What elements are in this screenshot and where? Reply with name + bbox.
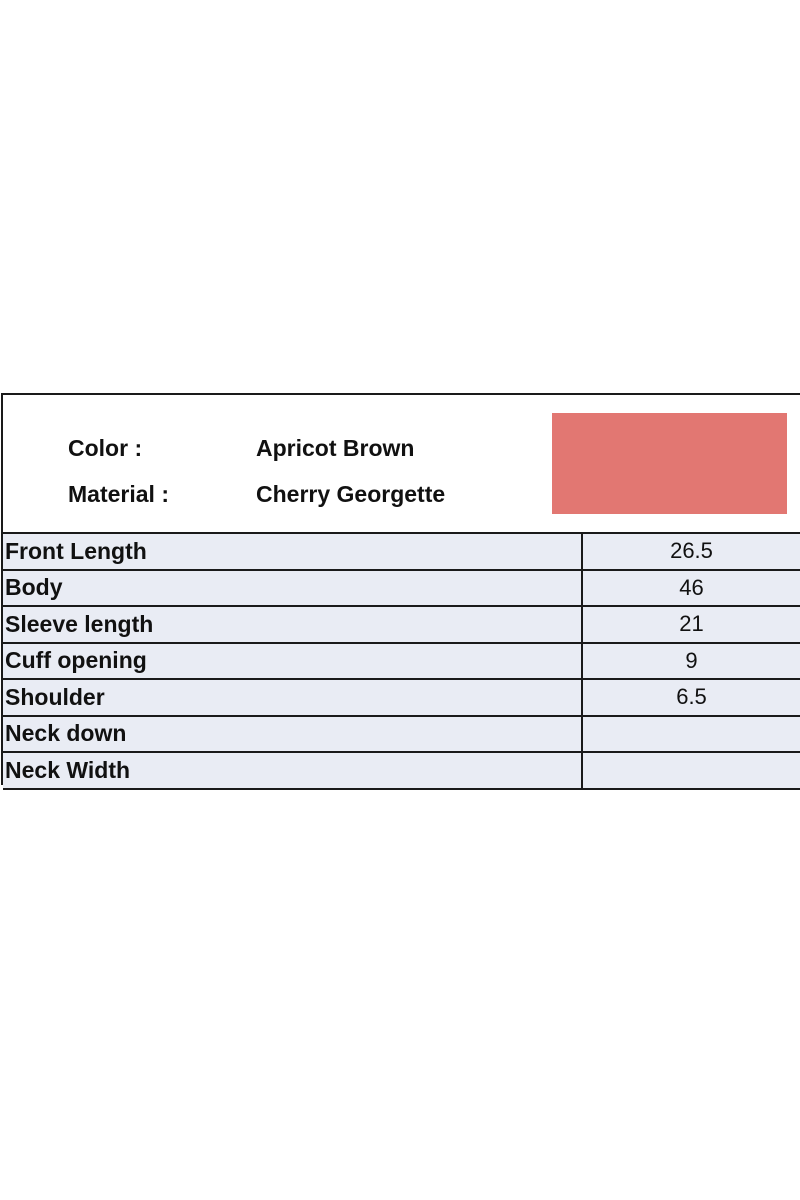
measurement-label: Front Length xyxy=(5,537,147,564)
table-row xyxy=(3,753,800,790)
material-value: Cherry Georgette xyxy=(256,481,446,507)
measurement-value xyxy=(583,717,800,752)
measurement-value xyxy=(583,753,800,788)
material-label: Material : xyxy=(68,481,169,507)
measurement-label: Cuff opening xyxy=(5,647,147,674)
measurement-value: 46 xyxy=(679,574,704,600)
size-spec-card xyxy=(1,393,800,785)
table-row xyxy=(3,607,800,644)
measurement-label: Body xyxy=(5,574,63,601)
table-row xyxy=(3,571,800,608)
measurement-label: Neck down xyxy=(5,720,127,747)
table-row xyxy=(3,644,800,681)
measurement-label: Neck Width xyxy=(5,756,131,783)
color-swatch xyxy=(552,413,787,514)
measurement-label: Shoulder xyxy=(5,683,105,710)
measurement-value: 26.5 xyxy=(670,538,713,564)
measurement-value: 6.5 xyxy=(676,684,707,710)
table-row xyxy=(3,717,800,754)
table-row xyxy=(3,534,800,571)
table-row xyxy=(3,680,800,717)
color-label: Color : xyxy=(68,435,143,461)
measurement-table xyxy=(3,534,800,790)
measurement-label: Sleeve length xyxy=(5,610,154,637)
color-value: Apricot Brown xyxy=(256,435,415,461)
product-info-header xyxy=(3,395,800,534)
measurement-value: 9 xyxy=(685,647,698,673)
measurement-value: 21 xyxy=(679,611,704,637)
